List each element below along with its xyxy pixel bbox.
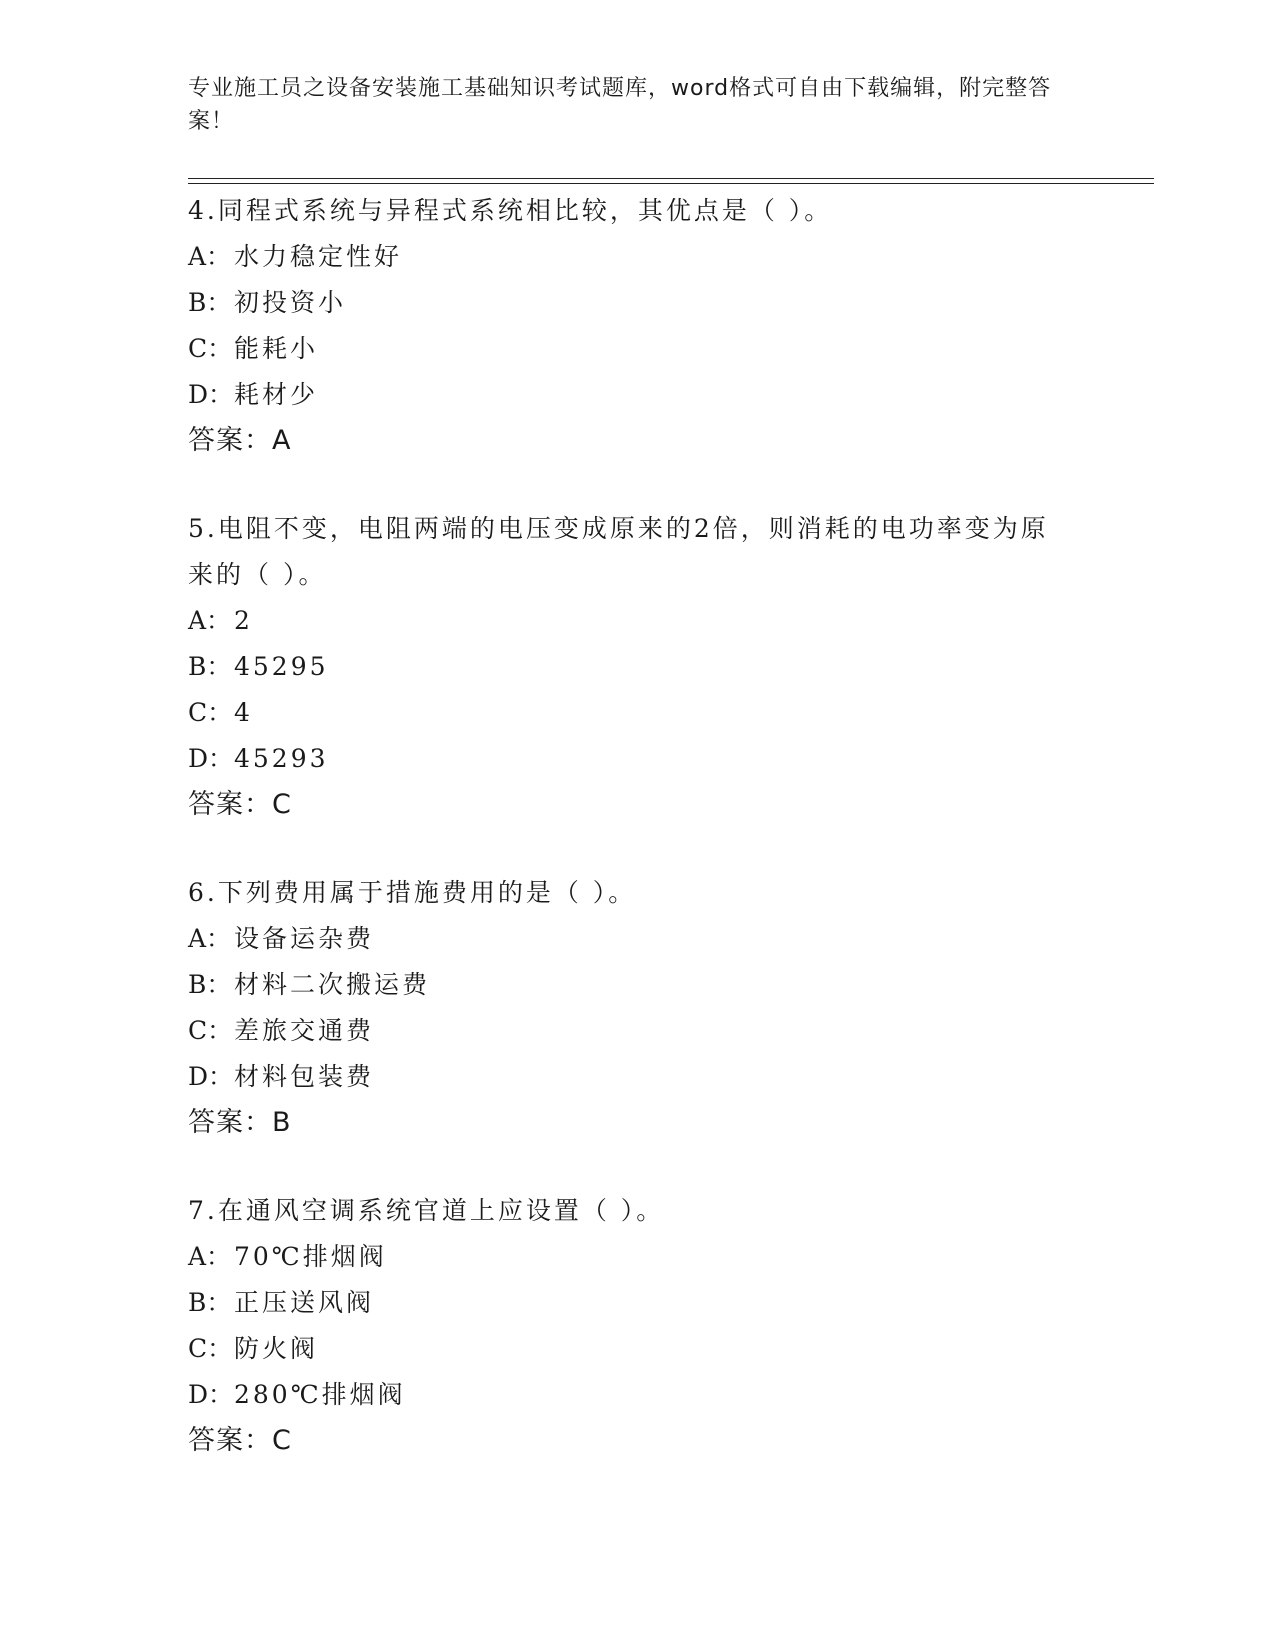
- option-a: [188, 1234, 1088, 1280]
- option-key: C：: [188, 698, 233, 727]
- option-text: 2: [234, 606, 253, 635]
- option-key: B：: [188, 288, 232, 317]
- document-header: 专业施工员之设备安装施工基础知识考试题库，word格式可自由下载编辑，附完整答案！: [188, 76, 1052, 134]
- answer-line: 答案：C: [188, 789, 292, 820]
- option-c: [188, 690, 1088, 736]
- header-divider-bottom: [188, 183, 1154, 184]
- question-stem: 4.同程式系统与异程式系统相比较，其优点是（ ）。: [188, 196, 833, 225]
- option-key: A：: [188, 606, 232, 635]
- option-text: 4: [234, 698, 253, 727]
- option-c: [188, 1326, 1088, 1372]
- option-d: [188, 1054, 1088, 1100]
- option-text: 设备运杂费: [234, 924, 375, 953]
- option-key: C：: [188, 1016, 233, 1045]
- option-key: C：: [188, 1334, 233, 1363]
- option-key: D：: [188, 1062, 234, 1091]
- answer-line: 答案：B: [188, 1107, 292, 1138]
- question-7: [188, 1188, 1088, 1464]
- question-5: [188, 506, 1088, 828]
- option-text: 耗材少: [234, 380, 319, 409]
- option-key: D：: [188, 380, 234, 409]
- option-text: 水力稳定性好: [234, 242, 403, 271]
- option-a: [188, 598, 1088, 644]
- option-c: [188, 326, 1088, 372]
- question-4: [188, 188, 1088, 464]
- option-text: 初投资小: [234, 288, 347, 317]
- option-key: B：: [188, 970, 232, 999]
- option-text: 70℃排烟阀: [234, 1242, 387, 1271]
- option-d: [188, 372, 1088, 418]
- question-list: [188, 188, 1088, 1506]
- option-b: [188, 1280, 1088, 1326]
- question-stem: 7.在通风空调系统官道上应设置（ ）。: [188, 1196, 665, 1225]
- option-a: [188, 234, 1088, 280]
- option-key: D：: [188, 1380, 234, 1409]
- answer-line: 答案：A: [188, 425, 292, 456]
- option-text: 280℃排烟阀: [234, 1380, 406, 1409]
- option-text: 能耗小: [234, 334, 319, 363]
- option-text: 防火阀: [234, 1334, 319, 1363]
- option-key: D：: [188, 744, 234, 773]
- question-stem: 5.电阻不变，电阻两端的电压变成原来的2倍，则消耗的电功率变为原来的（ ）。: [188, 514, 1049, 589]
- option-key: B：: [188, 1288, 232, 1317]
- option-b: [188, 280, 1088, 326]
- option-text: 材料二次搬运费: [234, 970, 431, 999]
- option-d: [188, 736, 1088, 782]
- option-key: A：: [188, 924, 232, 953]
- option-key: A：: [188, 242, 232, 271]
- option-a: [188, 916, 1088, 962]
- option-c: [188, 1008, 1088, 1054]
- option-key: B：: [188, 652, 232, 681]
- header-divider-top: [188, 178, 1154, 179]
- option-text: 正压送风阀: [234, 1288, 375, 1317]
- option-text: 45293: [234, 744, 329, 773]
- option-b: [188, 644, 1088, 690]
- option-text: 材料包装费: [234, 1062, 375, 1091]
- option-b: [188, 962, 1088, 1008]
- question-stem: 6.下列费用属于措施费用的是（ ）。: [188, 878, 637, 907]
- option-text: 差旅交通费: [234, 1016, 375, 1045]
- answer-line: 答案：C: [188, 1425, 292, 1456]
- option-text: 45295: [234, 652, 329, 681]
- option-key: A：: [188, 1242, 232, 1271]
- question-6: [188, 870, 1088, 1146]
- option-d: [188, 1372, 1088, 1418]
- option-key: C：: [188, 334, 233, 363]
